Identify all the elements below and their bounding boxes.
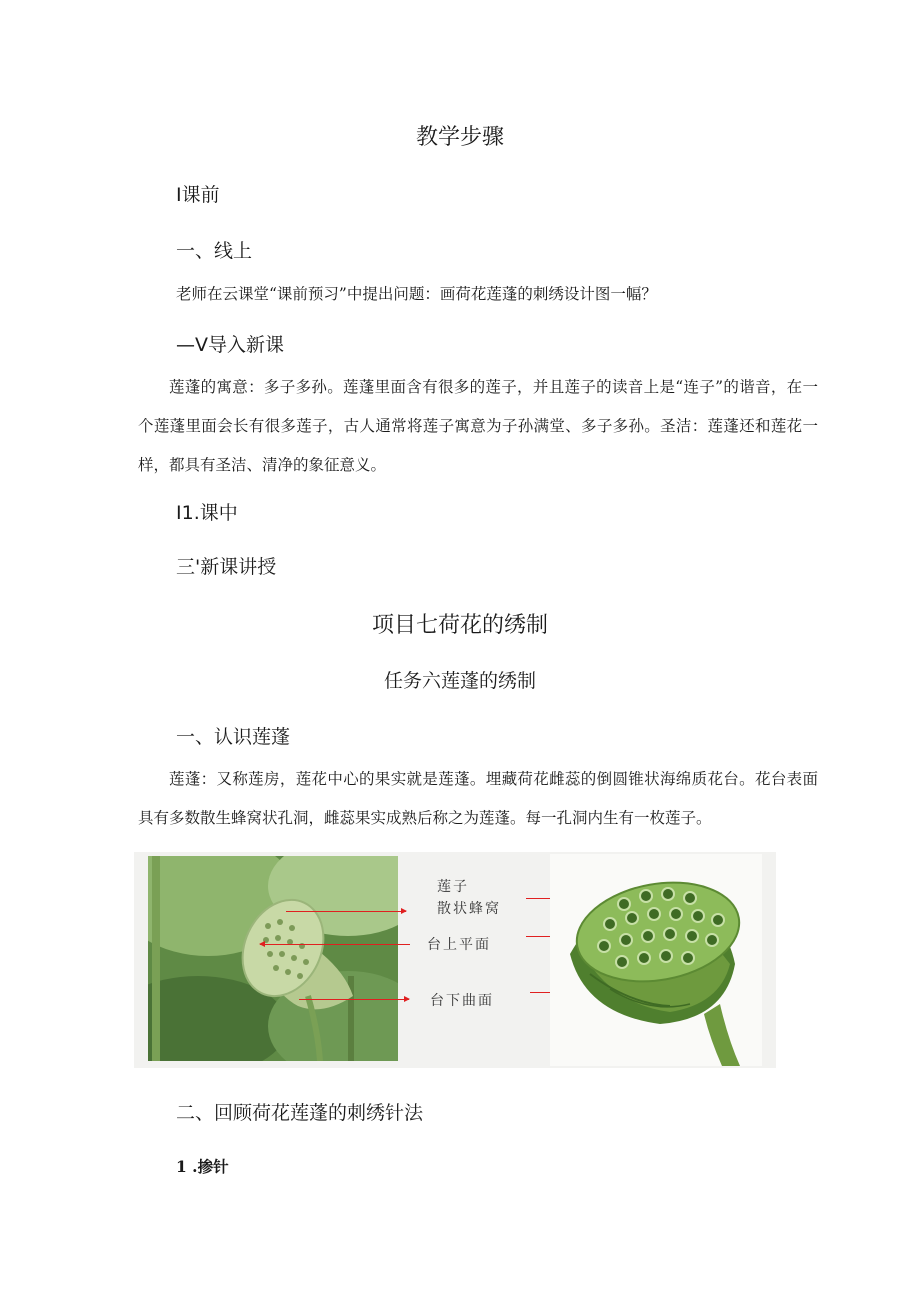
section-stitch-review: 二、回顾荷花莲蓬的刺绣针法 — [176, 1102, 424, 1124]
label-bottom-curve: 台下曲面 — [430, 993, 494, 1009]
lotus-figure — [134, 852, 776, 1068]
lotus-photo — [148, 856, 398, 1061]
section-intro: —V导入新课 — [176, 334, 284, 356]
intro-text: 莲蓬的寓意：多子多孙。莲蓬里面含有很多的莲子，并且莲子的读音上是“连子”的谐音，在一个莲蓬里面会长有很多莲子，古人通常将莲子寓意为子孙满堂、多子多孙。圣洁：莲蓬还和莲花一样，都具有圣洁、清净的象征意义。 — [138, 378, 818, 474]
label-top-plane: 台上平面 — [427, 937, 491, 953]
arrow-photo-2 — [260, 944, 410, 945]
section-in-class: I1.课中 — [176, 502, 238, 524]
label-lotus-seed: 莲子 — [437, 879, 469, 895]
lotus-text: 莲蓬：又称莲房，莲花中心的果实就是莲蓬。埋藏荷花雌蕊的倒圆锥状海绵质花台。花台表面具有多数散生蜂窝状孔洞，雌蕊果实成熟后称之为莲蓬。每一孔洞内生有一枚莲子。 — [138, 770, 818, 827]
section-know-lotus: 一、认识莲蓬 — [176, 726, 291, 748]
stitch-item-1: 1 .掺针 — [176, 1157, 229, 1176]
arrow-photo-3 — [299, 999, 409, 1000]
section-new-lesson: 三'新课讲授 — [176, 556, 277, 578]
label-honeycomb: 散状蜂窝 — [437, 901, 501, 917]
section-pre-class: I课前 — [176, 184, 220, 206]
online-text: 老师在云课堂“课前预习”中提出问题：画荷花莲蓬的刺绣设计图一幅？ — [176, 285, 657, 303]
task-title: 任务六莲蓬的绣制 — [383, 670, 536, 692]
lotus-pod-illustration — [550, 854, 762, 1066]
lotus-paragraph — [138, 760, 818, 838]
page-title: 教学步骤 — [415, 125, 504, 150]
arrow-photo-1 — [286, 911, 406, 912]
intro-paragraph — [138, 368, 818, 485]
section-online: 一、线上 — [176, 240, 253, 262]
project-title: 项目七荷花的绣制 — [371, 613, 548, 638]
